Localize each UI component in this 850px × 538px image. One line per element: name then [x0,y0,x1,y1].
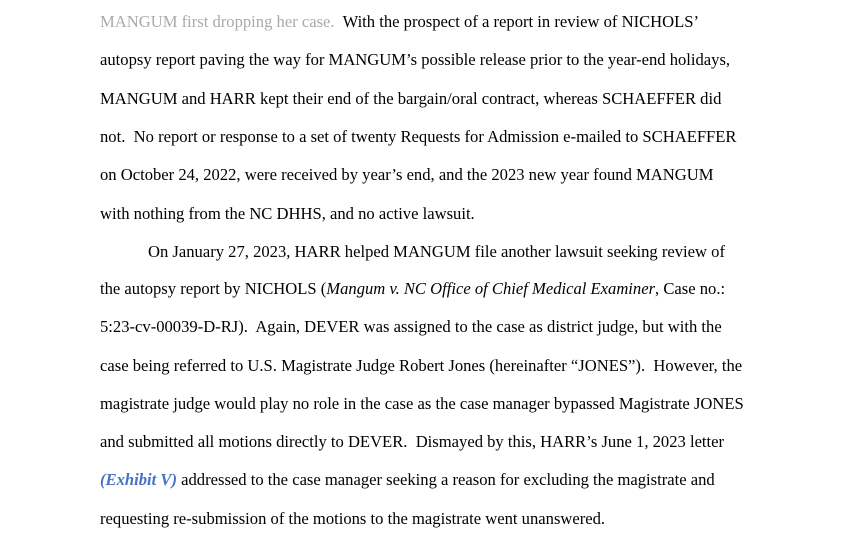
text-line-9: 5:23-cv-00039-D-RJ). Again, DEVER was assigned to the case as district judge, but with the [100,317,722,336]
text-segment: the autopsy report by NICHOLS ( [100,279,327,298]
text-line-10: case being referred to U.S. Magistrate Judge Robert Jones (hereinafter “JONES”). However, the [100,356,743,375]
text-line-4: not. No report or response to a set of twenty Requests for Admission e-mailed to SCHAEFFER [100,127,737,146]
text-line-12: and submitted all motions directly to DEVER. Dismayed by this, HARR’s June 1, 2023 letter [100,432,725,451]
exhibit-link[interactable]: (Exhibit V) [100,470,177,489]
text-line-14: requesting re-submission of the motions to the magistrate went unanswered. [100,509,606,528]
case-name: Mangum v. NC Office of Chief Medical Examiner [326,279,656,298]
text-line-6: with nothing from the NC DHHS, and no active lawsuit. [100,204,475,223]
text-line-2: autopsy report paving the way for MANGUM’s possible release prior to the year-end holidays, [100,50,731,69]
text-segment: addressed to the case manager seeking a reason for excluding the magistrate and [177,470,715,489]
faded-text: MANGUM first dropping her case. [100,12,335,31]
text-line-3: MANGUM and HARR kept their end of the bargain/oral contract, whereas SCHAEFFER did [100,89,722,108]
text-line-8 [100,279,725,299]
text-line-1 [100,12,699,32]
text-line-11: magistrate judge would play no role in the case as the case manager bypassed Magistrate JONES [100,394,744,413]
paragraph-start-line: On January 27, 2023, HARR helped MANGUM file another lawsuit seeking review of [148,242,725,261]
text-line-13 [100,470,715,490]
text-line-5: on October 24, 2022, were received by year’s end, and the 2023 new year found MANGUM [100,165,714,184]
text-segment: With the prospect of a report in review of NICHOLS’ [334,12,700,31]
text-segment: , Case no.: [655,279,726,298]
